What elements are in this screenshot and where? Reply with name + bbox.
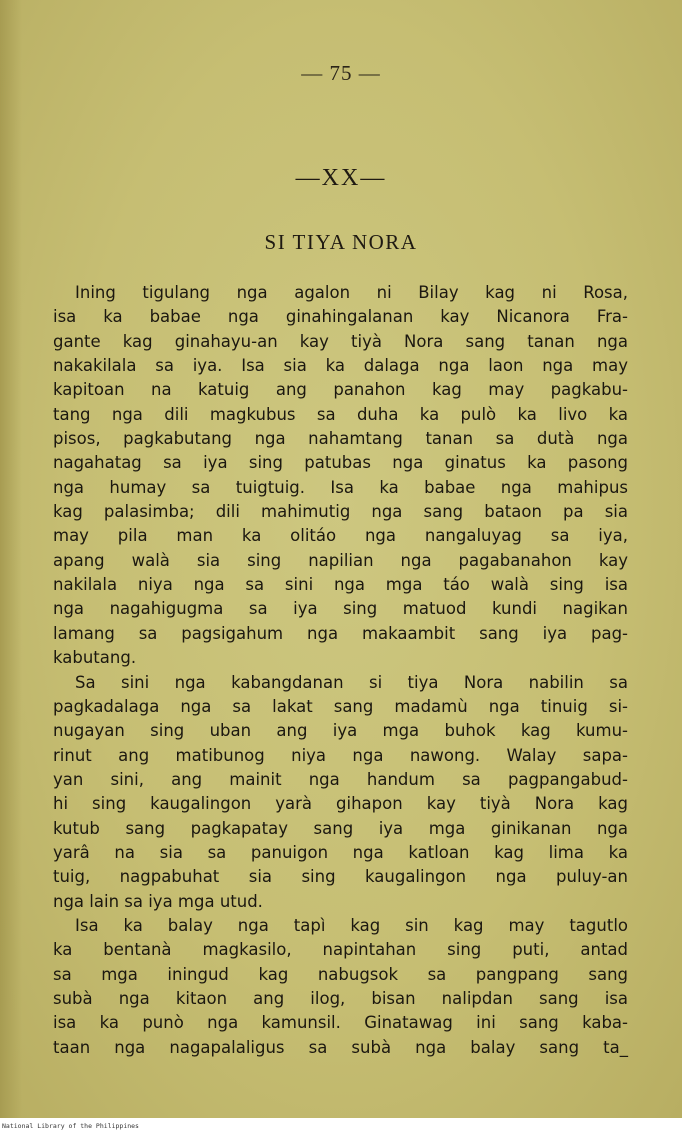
text-line: nakakilala sa iya. Isa sia ka dalaga nga laon nga may	[53, 356, 628, 376]
text-line: pisos, pagkabutang nga nahamtang tanan sa dutà nga	[53, 429, 628, 449]
text-line: nga lain sa iya mga utud.	[53, 891, 263, 911]
text-line: gante kag ginahayu-an kay tiyà Nora sang tanan nga	[53, 331, 628, 351]
text-line: tang nga dili magkubus sa duha ka pulò ka livo ka	[53, 404, 628, 424]
text-line: ka bentanà magkasilo, napintahan sing puti, antad	[53, 940, 628, 960]
text-line: yan sini, ang mainit nga handum sa pagpangabud-	[53, 769, 628, 789]
text-line: kapitoan na katuig ang panahon kag may pagkabu-	[53, 380, 628, 400]
text-line: pagkadalaga nga sa lakat sang madamù nga tinuig si-	[53, 696, 628, 716]
text-line: apang walà sia sing napilian nga pagabanahon kay	[53, 550, 628, 570]
text-line: kutub sang pagkapatay sang iya mga ginikanan nga	[53, 818, 628, 838]
text-line: hi sing kaugalingon yarà gihapon kay tiyà Nora kag	[53, 794, 628, 814]
paragraph-3	[53, 914, 628, 1060]
text-line: subà nga kitaon ang ilog, bisan nalipdan sang isa	[53, 988, 628, 1008]
text-line: tuig, nagpabuhat sia sing kaugalingon nga puluy-an	[53, 867, 628, 887]
text-line: may pila man ka olitáo nga nangaluyag sa iya,	[53, 526, 628, 546]
text-line: lamang sa pagsigahum nga makaambit sang iya pag-	[53, 623, 628, 643]
paragraph-2	[53, 671, 628, 914]
scan-footer	[0, 1118, 682, 1133]
text-line: kabutang.	[53, 648, 137, 668]
text-line: nga nagahigugma sa iya sing matuod kundi nagikan	[53, 599, 628, 619]
text-line: nakilala niya nga sa sini nga mga táo walà sing isa	[53, 575, 628, 595]
text-line: kag palasimba; dili mahimutig nga sang bataon pa sia	[53, 502, 628, 522]
paragraph-1	[53, 281, 628, 671]
text-line: yarâ na sia sa panuigon nga katloan kag lima ka	[53, 842, 628, 862]
text-line: Isa ka balay nga tapì kag sin kag may tagutlo	[75, 915, 628, 935]
text-line: Ining tigulang nga agalon ni Bilay kag ni Rosa,	[75, 283, 628, 302]
text-line: taan nga nagapalaligus sa subà nga balay sang ta_	[53, 1037, 628, 1057]
text-line: nga humay sa tuigtuig. Isa ka babae nga mahipus	[53, 477, 628, 497]
text-line: isa ka punò nga kamunsil. Ginatawag ini sang kaba-	[53, 1013, 628, 1033]
text-line: rinut ang matibunog niya nga nawong. Walay sapa-	[53, 745, 628, 765]
text-line: nagahatag sa iya sing patubas nga ginatus ka pasong	[53, 453, 628, 473]
body-text	[53, 281, 628, 1060]
chapter-heading: —XX—	[295, 165, 387, 191]
footer-credit: National Library of the Philippines	[2, 1122, 139, 1130]
text-line: isa ka babae nga ginahingalanan kay Nicanora Fra-	[53, 307, 628, 327]
text-line: nugayan sing uban ang iya mga buhok kag kumu-	[53, 721, 628, 741]
text-line: sa mga iningud kag nabugsok sa pangpang sang	[53, 964, 628, 984]
text-line: Sa sini nga kabangdanan si tiya Nora nabilin sa	[75, 672, 628, 692]
chapter-title: SI TIYA NORA	[264, 230, 418, 254]
page-number: — 75 —	[301, 61, 381, 85]
